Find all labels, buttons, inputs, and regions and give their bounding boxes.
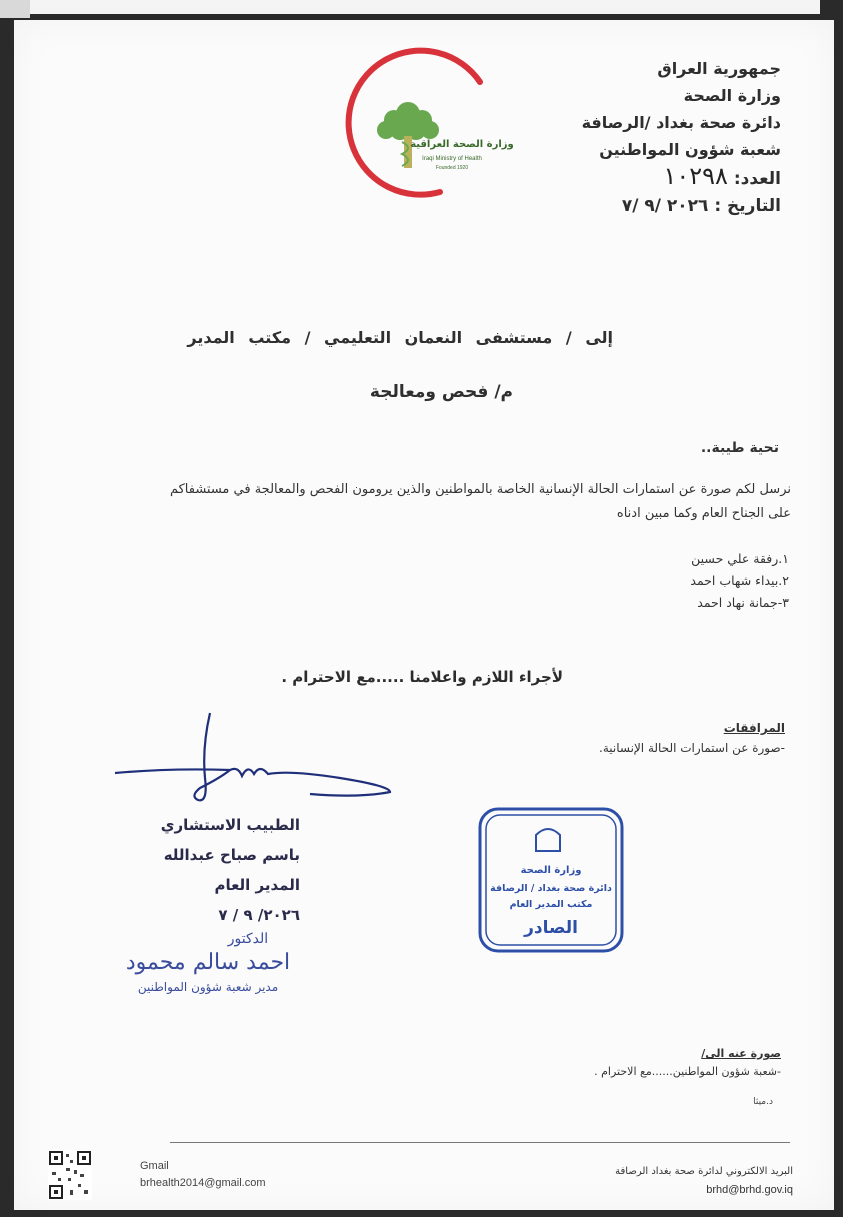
ministry-logo [330, 52, 514, 202]
list-item: ٢.بيداء شهاب احمد [690, 573, 789, 588]
logo-founded-text: Founded 1920 [435, 165, 469, 171]
footer-official-email [615, 1163, 793, 1199]
closing-line: لأجراء اللازم واعلامنا .....مع الاحترام . [281, 668, 563, 686]
logo-arabic-text: وزارة الصحة العراقية [410, 139, 514, 150]
footer-divider [170, 1142, 790, 1143]
list-item: ٣-جمانة نهاد احمد [697, 595, 789, 610]
stamp2-line2: احمد سالم محمود [125, 950, 291, 975]
body-line-1: نرسل لكم صورة عن استمارات الحالة الإنسانية الخاصة بالمواطنين والذين يرومون الفحص والمعالجة في مستشفاكم [169, 482, 791, 497]
letter-body [51, 478, 791, 526]
ministry-name: وزارة الصحة [683, 86, 781, 105]
footer-gmail [140, 1158, 266, 1192]
signatory-block [120, 810, 300, 930]
list-item: ١.رفقة علي حسين [691, 551, 789, 566]
date-line [511, 193, 781, 220]
official-stamp [476, 805, 626, 955]
gmail-label: Gmail [140, 1160, 169, 1172]
top-paper-edge [30, 0, 820, 14]
qr-code-icon [48, 1150, 92, 1200]
reference-number: ١٠٢٩٨ [663, 162, 728, 190]
recipient-line: إلى / مستشفى النعمان التعليمي / مكتب المدير [187, 328, 613, 347]
signatory-position: المدير العام [214, 876, 300, 894]
stamp-line3: مكتب المدير العام [509, 899, 593, 910]
logo-english-text: Iraqi Ministry of Health [422, 156, 482, 162]
number-label: العدد: [733, 169, 781, 189]
letter-date: ٢٠٢٦ /٩ /٧ [621, 196, 709, 216]
stamp-line2: دائرة صحة بغداد / الرصافة [490, 883, 612, 894]
secondary-ink-stamp [108, 925, 308, 1005]
signatory-name: باسم صباح عبدالله [163, 846, 300, 864]
top-edge-shadow [0, 0, 30, 18]
signature-date: ٢٠٢٦/ ٩ / ٧ [218, 906, 300, 924]
typist-initials: د.ميثا [753, 1097, 773, 1107]
greeting: تحية طيبة.. [700, 440, 779, 456]
directorate-name: دائرة صحة بغداد /الرصافة [581, 113, 781, 132]
stamp2-line3: مدير شعبة شؤون المواطنين [137, 980, 279, 994]
gmail-address[interactable]: brhealth2014@gmail.com [140, 1177, 266, 1189]
stamp-line4: الصادر [524, 918, 578, 938]
section-name: شعبة شؤون المواطنين [599, 140, 781, 159]
stamp-emblem-icon [536, 829, 568, 851]
handwritten-signature [110, 708, 400, 808]
reference-number-line [511, 163, 781, 193]
attachments-title: المرافقات [723, 721, 785, 735]
attachment-item: -صورة عن استمارات الحالة الإنسانية. [599, 741, 785, 755]
date-label: التاريخ : [714, 196, 781, 216]
copy-to-block [594, 1045, 781, 1081]
signatory-title: الطبيب الاستشاري [160, 816, 300, 834]
patient-list [690, 548, 789, 614]
stamp-line1: وزارة الصحة [520, 865, 582, 876]
country-name: جمهورية العراق [657, 59, 781, 78]
letterhead [511, 55, 781, 220]
copy-to-title: صورة عنه الى/ [701, 1047, 781, 1060]
attachments-block [599, 718, 785, 758]
official-email-address[interactable]: brhd@brhd.gov.iq [706, 1184, 793, 1196]
stamp2-line1: الدكتور [227, 931, 269, 947]
body-line-2: على الجناح العام وكما مبين ادناه [616, 506, 791, 521]
email-label: البريد الالكتروني لدائرة صحة بغداد الرصافة [615, 1166, 793, 1177]
subject-line: م/ فحص ومعالجة [369, 382, 513, 402]
copy-to-item: -شعبة شؤون المواطنين......مع الاحترام . [594, 1065, 781, 1078]
